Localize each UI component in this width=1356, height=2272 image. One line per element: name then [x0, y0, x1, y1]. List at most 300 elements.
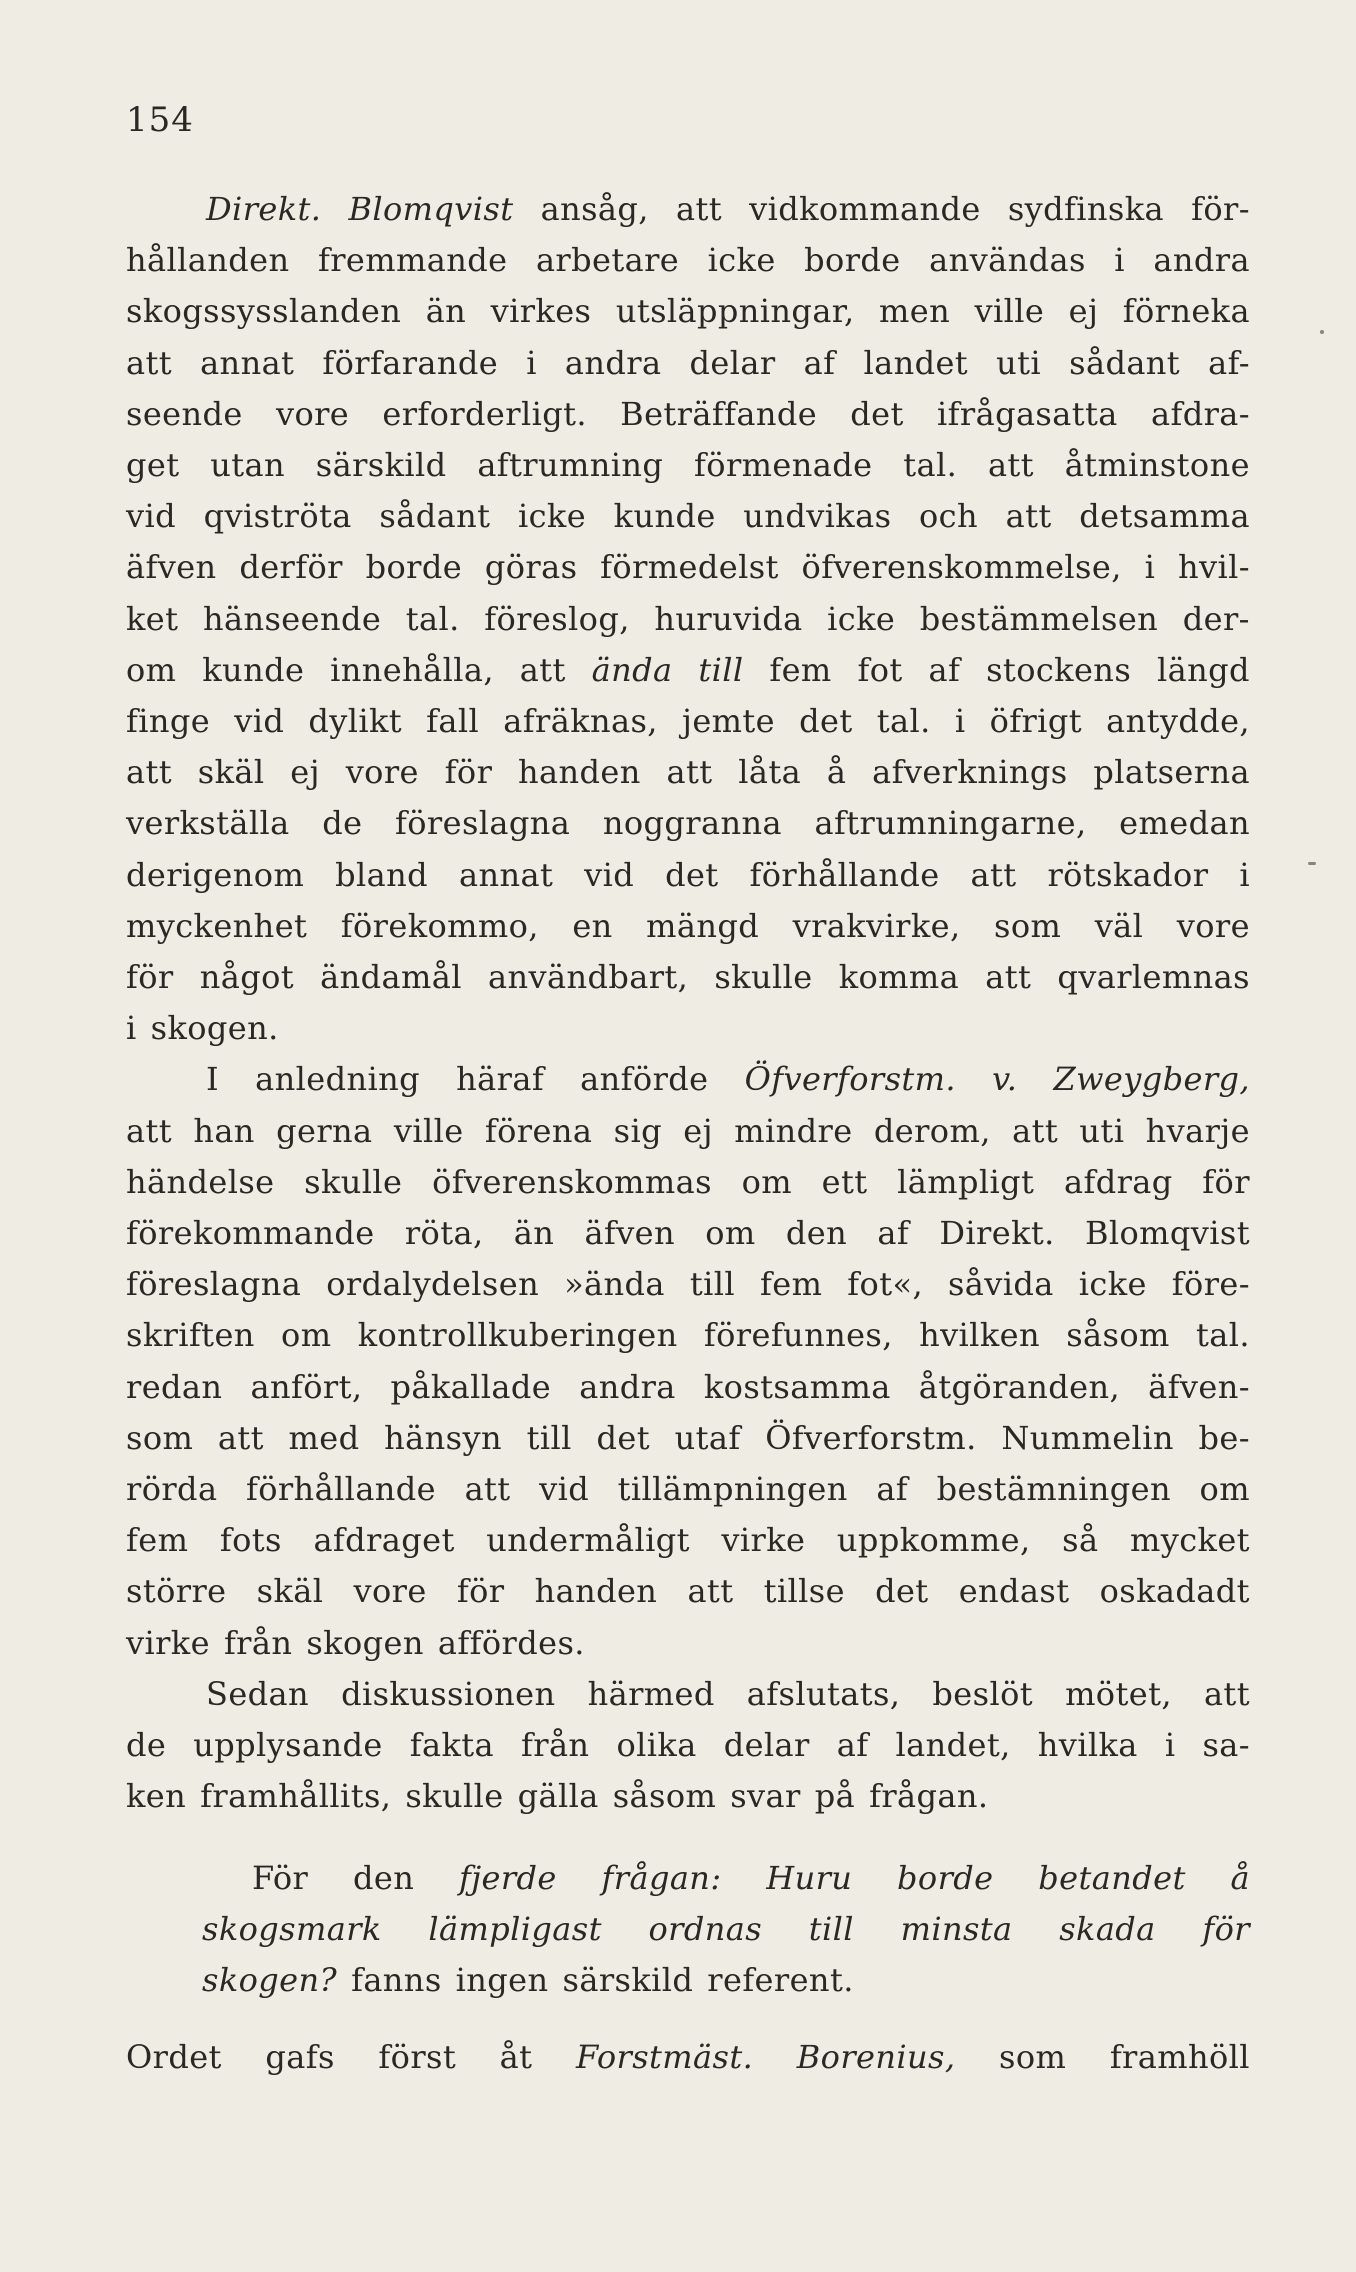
word: finge: [126, 702, 211, 741]
word: och: [919, 497, 979, 536]
word: platserna: [1093, 753, 1250, 792]
word: skulle: [714, 958, 813, 997]
word: derom,: [873, 1111, 991, 1150]
word: fot«,: [847, 1265, 924, 1304]
word: längd: [1156, 650, 1250, 689]
word: mötet,: [1065, 1674, 1172, 1713]
word: särskild: [315, 446, 447, 485]
word: upplysande: [193, 1726, 383, 1765]
text-line: [126, 901, 1250, 952]
word: annat: [458, 855, 554, 894]
word: ket: [126, 599, 179, 638]
word: afslutats,: [746, 1674, 901, 1713]
word: som: [126, 1418, 194, 1457]
word: anförde: [580, 1060, 709, 1099]
word: icke: [1078, 1265, 1147, 1304]
word: han: [193, 1111, 255, 1150]
word: Zweygberg,: [1053, 1060, 1250, 1099]
word: ville: [393, 1111, 464, 1150]
text-line: [126, 1259, 1250, 1310]
word: ej: [290, 753, 320, 792]
word: andra: [1153, 241, 1250, 280]
word: om: [705, 1214, 756, 1253]
text-line: [126, 1566, 1250, 1617]
word: För: [252, 1858, 309, 1897]
word: bestämmelsen: [919, 599, 1159, 638]
word: komma: [838, 958, 960, 997]
text-line: [126, 338, 1250, 389]
word: öfrigt: [989, 702, 1082, 741]
word: till: [808, 1909, 854, 1948]
word: bestämningen: [936, 1470, 1171, 1509]
word: att: [519, 650, 566, 689]
word: innehålla,: [330, 650, 494, 689]
word: framhöll: [1109, 2038, 1250, 2077]
word: den: [352, 1858, 415, 1897]
word: till: [698, 650, 744, 689]
word: hänseende: [202, 599, 382, 638]
word: fem: [769, 650, 832, 689]
word: derför: [239, 548, 343, 587]
word: tal.: [1195, 1316, 1250, 1355]
word: bland: [335, 855, 429, 894]
word: hvarje: [1145, 1111, 1250, 1150]
word: att: [687, 1572, 734, 1611]
word: att: [970, 855, 1017, 894]
word: derigenom: [126, 855, 305, 894]
word: gälla: [517, 1777, 599, 1816]
word: lämpligast: [428, 1909, 602, 1948]
word: härmed: [587, 1674, 715, 1713]
word: af: [836, 1726, 869, 1765]
word: uti: [996, 343, 1042, 382]
text-line: [126, 1720, 1250, 1771]
word: emedan: [1119, 804, 1250, 843]
word: såsom: [612, 1777, 717, 1816]
word: skogen.: [150, 1009, 279, 1048]
word: Öfverforstm.: [765, 1418, 977, 1457]
word: vore: [275, 394, 350, 433]
word: uti: [1079, 1111, 1125, 1150]
word: gerna: [276, 1111, 373, 1150]
word: vore: [353, 1572, 427, 1611]
word: ändamål: [320, 958, 462, 997]
word: det: [799, 702, 853, 741]
word: om: [741, 1162, 792, 1201]
word: för: [456, 1572, 505, 1611]
word: för: [1202, 1909, 1250, 1948]
word: fremmande: [317, 241, 508, 280]
word: öfverenskommas: [432, 1162, 712, 1201]
text-line: [126, 389, 1250, 440]
word: förena: [484, 1111, 593, 1150]
word: af-: [1208, 343, 1250, 382]
word: skriften: [126, 1316, 255, 1355]
word: Direkt.: [939, 1214, 1055, 1253]
word: icke: [517, 497, 587, 536]
word: betandet: [1038, 1858, 1186, 1897]
paper-speck: [1308, 862, 1316, 865]
word: skäl: [197, 753, 265, 792]
word: såsom: [1066, 1316, 1170, 1355]
word: Nummelin: [1001, 1418, 1174, 1457]
word: aftrumning: [477, 446, 664, 485]
text-line: [126, 850, 1250, 901]
word: särskild: [562, 1960, 694, 1999]
word: från: [521, 1726, 590, 1765]
word: ett: [821, 1162, 868, 1201]
word: till: [689, 1265, 736, 1304]
text-line: [126, 1310, 1250, 1361]
text-line: [126, 1771, 1250, 1822]
word: om: [281, 1316, 332, 1355]
word: handen: [518, 753, 641, 792]
word: utan: [210, 446, 286, 485]
word: än: [513, 1214, 555, 1253]
word: att: [666, 753, 713, 792]
word: men: [878, 292, 951, 331]
word: åtgöranden,: [918, 1367, 1121, 1406]
word: uppkomme,: [836, 1521, 1031, 1560]
word: myckenhet: [126, 906, 308, 945]
word: för: [126, 958, 174, 997]
word: vid: [126, 497, 176, 536]
word: framhållits,: [200, 1777, 392, 1816]
word: sådant: [1069, 343, 1181, 382]
word: före-: [1171, 1265, 1250, 1304]
word: virke: [126, 1623, 210, 1662]
text-line: [126, 1106, 1250, 1157]
word: landet: [863, 343, 969, 382]
text-line: [126, 798, 1250, 849]
word: hvilka: [1037, 1726, 1138, 1765]
word: äfven: [126, 548, 217, 587]
word: referent.: [707, 1960, 854, 1999]
word: att: [126, 343, 172, 382]
text-line: [126, 1515, 1250, 1566]
word: qviströta: [203, 497, 352, 536]
word: det: [875, 1572, 929, 1611]
word: affördes.: [437, 1623, 585, 1662]
word: i: [526, 343, 537, 382]
word: ordalydelsen: [326, 1265, 540, 1304]
word: å: [826, 753, 847, 792]
word: redan: [126, 1367, 223, 1406]
word: vore: [345, 753, 419, 792]
word: ifrågasatta: [937, 394, 1118, 433]
word: aftrumningarne,: [814, 804, 1087, 843]
word: skulle: [304, 1162, 403, 1201]
word: svar: [730, 1777, 801, 1816]
word: I: [206, 1060, 220, 1099]
word: sa-: [1202, 1726, 1250, 1765]
word: ville: [974, 292, 1045, 331]
word: Huru: [766, 1858, 853, 1897]
word: qvarlemnas: [1057, 958, 1250, 997]
word: att: [1012, 1111, 1059, 1150]
word: Borenius,: [796, 2038, 956, 2077]
word: dylikt: [308, 702, 403, 741]
word: för: [1202, 1162, 1250, 1201]
word: göras: [484, 548, 578, 587]
word: vid: [584, 855, 635, 894]
word: Beträffande: [620, 394, 818, 433]
word: skulle: [405, 1777, 504, 1816]
word: undermåligt: [486, 1521, 690, 1560]
word: tal.: [405, 599, 460, 638]
word: afdrag: [1063, 1162, 1173, 1201]
word: anfört,: [250, 1367, 363, 1406]
word: seende: [126, 394, 243, 433]
word: diskussionen: [341, 1674, 556, 1713]
word: föreslagna: [395, 804, 571, 843]
word: att: [985, 958, 1032, 997]
word: först: [378, 2038, 457, 2077]
text-line: [126, 645, 1250, 696]
word: hvil-: [1177, 548, 1250, 587]
word: »ända: [564, 1265, 665, 1304]
word: ken: [126, 1777, 187, 1816]
word: sydfinska: [1007, 190, 1165, 228]
word: användbart,: [488, 958, 689, 997]
paper-speck: [1320, 330, 1324, 334]
word: ända: [591, 650, 673, 689]
word: hänsyn: [384, 1418, 502, 1457]
word: Blomqvist: [348, 190, 514, 228]
word: så: [1062, 1521, 1099, 1560]
word: påkallade: [390, 1367, 552, 1406]
word: större: [126, 1572, 227, 1611]
word: tillämpningen: [617, 1470, 848, 1509]
word: att: [675, 190, 722, 228]
word: utsläppningar,: [615, 292, 855, 331]
word: fjerde: [458, 1858, 557, 1897]
word: öfverenskommelse,: [801, 548, 1122, 587]
word: af: [876, 1470, 909, 1509]
word: tal.: [903, 446, 958, 485]
word: med: [288, 1418, 360, 1457]
text-line: [126, 184, 1250, 235]
word: skogen?: [202, 1960, 338, 1999]
word: tillse: [763, 1572, 845, 1611]
text-line: [126, 1054, 1250, 1105]
word: kunde: [202, 650, 305, 689]
word: om: [1199, 1470, 1250, 1509]
word: det: [850, 394, 904, 433]
word: fakta: [409, 1726, 494, 1765]
word: förefunnes,: [703, 1316, 893, 1355]
word: af: [803, 343, 836, 382]
word: vore: [1176, 906, 1250, 945]
word: äfven-: [1148, 1367, 1250, 1406]
word: som: [999, 2038, 1067, 2077]
word: borde: [804, 241, 901, 280]
word: fem: [126, 1521, 189, 1560]
word: förekommo,: [340, 906, 539, 945]
word: användas: [929, 241, 1086, 280]
word: afräknas,: [503, 702, 658, 741]
text-line: [126, 491, 1250, 542]
word: endast: [958, 1572, 1070, 1611]
word: som: [994, 906, 1062, 945]
word: frågan:: [601, 1858, 722, 1897]
text-line: [126, 542, 1250, 593]
word: från: [223, 1623, 293, 1662]
word: Direkt.: [206, 190, 322, 228]
word: af: [928, 650, 961, 689]
word: hållanden: [126, 241, 290, 280]
text-line: [126, 1669, 1250, 1720]
text-line: [126, 1208, 1250, 1259]
word: förneka: [1122, 292, 1250, 331]
word: skogssysslanden: [126, 292, 402, 331]
text-line: [126, 235, 1250, 286]
text-line: [126, 1464, 1250, 1515]
word: det: [665, 855, 719, 894]
word: till: [526, 1418, 572, 1457]
word: förmenade: [694, 446, 873, 485]
word: Forstmäst.: [576, 2038, 754, 2077]
word: Öfverforstm.: [744, 1060, 957, 1099]
word: mycket: [1130, 1521, 1250, 1560]
text-line: [126, 1157, 1250, 1208]
word: arbetare: [535, 241, 680, 280]
word: landet,: [895, 1726, 1011, 1765]
word: delar: [723, 1726, 810, 1765]
word: låta: [738, 753, 802, 792]
text-line: [126, 1362, 1250, 1413]
word: get: [126, 446, 180, 485]
word: stockens: [986, 650, 1132, 689]
word: mindre: [734, 1111, 853, 1150]
word: minsta: [900, 1909, 1013, 1948]
word: en: [572, 906, 613, 945]
text-line: [126, 2032, 1250, 2083]
word: att: [126, 753, 172, 792]
word: ansåg,: [540, 190, 649, 228]
word: fots: [219, 1521, 282, 1560]
text-line: [126, 594, 1250, 645]
word: af: [877, 1214, 910, 1253]
word: frågan.: [869, 1777, 989, 1816]
word: oskadadt: [1099, 1572, 1250, 1611]
word: v.: [992, 1060, 1018, 1099]
word: verkställa: [126, 804, 290, 843]
word: att: [126, 1111, 172, 1150]
text-line: [126, 440, 1250, 491]
word: jemte: [682, 702, 775, 741]
word: skogen: [306, 1623, 424, 1662]
word: borde: [365, 548, 463, 587]
word: fanns: [351, 1960, 442, 1999]
word: förhållande: [749, 855, 940, 894]
word: vrakvirke,: [792, 906, 961, 945]
word: fall: [426, 702, 480, 741]
word: det: [596, 1418, 650, 1457]
word: virke: [721, 1521, 806, 1560]
word: såvida: [947, 1265, 1054, 1304]
word: åt: [499, 2038, 533, 2077]
text-line: [126, 286, 1250, 337]
text-line: [126, 747, 1250, 798]
word: fot: [857, 650, 903, 689]
word: föreslog,: [484, 599, 630, 638]
word: kontrollkuberingen: [357, 1316, 678, 1355]
page-number: 154: [126, 100, 194, 140]
word: något: [199, 958, 295, 997]
word: antydde,: [1106, 702, 1250, 741]
word: Blomqvist: [1084, 1214, 1250, 1253]
body-text: [126, 184, 1250, 2083]
text-line: [126, 1003, 1250, 1054]
word: att: [987, 446, 1034, 485]
word: virkes: [490, 292, 592, 331]
word: för-: [1191, 190, 1250, 228]
word: i: [1144, 548, 1156, 587]
word: att: [464, 1470, 511, 1509]
word: ej: [1068, 292, 1099, 331]
word: vid: [234, 702, 285, 741]
word: skada: [1059, 1909, 1156, 1948]
word: i: [1239, 855, 1250, 894]
word: väl: [1094, 906, 1144, 945]
word: vidkommande: [749, 190, 981, 228]
word: i: [954, 702, 966, 741]
word: rötskador: [1047, 855, 1209, 894]
word: afdra-: [1150, 394, 1250, 433]
word: skogsmark: [202, 1909, 382, 1948]
word: noggranna: [602, 804, 782, 843]
word: kostsamma: [703, 1367, 891, 1406]
word: i: [126, 1009, 137, 1048]
word: detsamma: [1079, 497, 1250, 536]
word: beslöt: [932, 1674, 1034, 1713]
word: häraf: [456, 1060, 545, 1099]
word: förhållande: [245, 1470, 437, 1509]
word: skäl: [256, 1572, 324, 1611]
word: sig: [613, 1111, 662, 1150]
text-line: [126, 1618, 1250, 1669]
word: Ordet: [126, 2038, 222, 2077]
word: ordnas: [648, 1909, 763, 1948]
word: röta,: [404, 1214, 484, 1253]
word: rörda: [126, 1470, 218, 1509]
word: ej: [683, 1111, 713, 1150]
word: åtminstone: [1064, 446, 1250, 485]
word: afverknings: [872, 753, 1068, 792]
word: ingen: [455, 1960, 549, 1999]
word: att: [1203, 1674, 1250, 1713]
word: att: [1005, 497, 1052, 536]
word: i: [1164, 1726, 1176, 1765]
text-line: [126, 1904, 1250, 1955]
text-line: [126, 1955, 1250, 2006]
word: be-: [1198, 1418, 1250, 1457]
word: gafs: [265, 2038, 335, 2077]
word: andra: [564, 343, 662, 382]
word: i: [1114, 241, 1125, 280]
word: fem: [760, 1265, 823, 1304]
word: andra: [579, 1367, 676, 1406]
word: å: [1230, 1858, 1250, 1897]
word: handen: [534, 1572, 658, 1611]
word: förmedelst: [600, 548, 779, 587]
text-line: [126, 952, 1250, 1003]
word: händelse: [126, 1162, 275, 1201]
word: undvikas: [743, 497, 892, 536]
word: på: [814, 1777, 856, 1816]
word: att: [217, 1418, 264, 1457]
